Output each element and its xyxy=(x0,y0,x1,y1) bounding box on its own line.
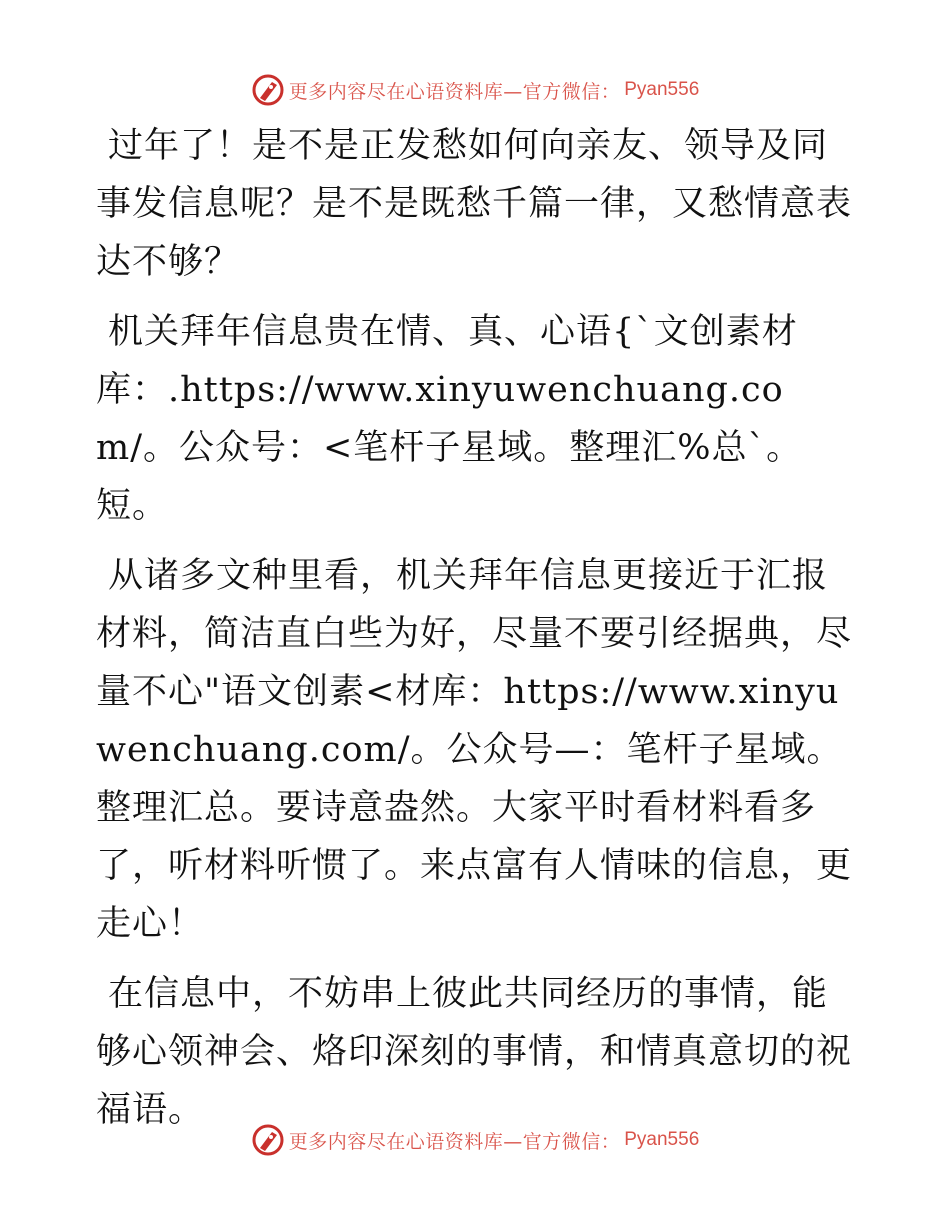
banner-wechat-id: Pyan556 xyxy=(624,79,700,100)
banner-text: 更多内容尽在心语资料库—官方微信： xyxy=(288,1130,621,1153)
paragraph-4-text: 在信息中，不妨串上彼此共同经历的事情，能够心领神会、烙印深刻的事情，和情真意切的祝福语。 xyxy=(96,974,853,1130)
banner-text: 更多内容尽在心语资料库—官方微信： xyxy=(288,80,621,103)
footer-watermark-banner xyxy=(0,1120,950,1160)
paragraph-4 xyxy=(96,965,856,1139)
paragraph-3-text: 从诸多文种里看，机关拜年信息更接近于汇报材料，简洁直白些为好，尽量不要引经据典，尽量不心"语文创素<材库：https://www.xinyuwenchuang.com/。公众号—：笔杆子星域。整理汇总。要诗意盎然。大家平时看材料看多了，听材料听惯了。来点富有人情味的信息，更走心！ xyxy=(96,556,853,944)
paragraph-2 xyxy=(96,303,856,535)
header-watermark-banner xyxy=(0,70,950,110)
paragraph-1 xyxy=(96,117,856,291)
paragraph-2-text: 机关拜年信息贵在情、真、心语{`文创素材库：.https://www.xinyuwenchuang.com/。公众号：<笔杆子星域。整理汇%总`。短。 xyxy=(96,312,803,526)
document-body xyxy=(96,117,856,1151)
banner-wechat-id: Pyan556 xyxy=(624,1129,700,1150)
paragraph-1-text: 过年了！是不是正发愁如何向亲友、领导及同事发信息呢？是不是既愁千篇一律，又愁情意表达不够？ xyxy=(96,126,853,282)
paragraph-3 xyxy=(96,547,856,953)
pen-nib-logo-icon xyxy=(251,73,285,107)
pen-nib-logo-icon xyxy=(251,1123,285,1157)
